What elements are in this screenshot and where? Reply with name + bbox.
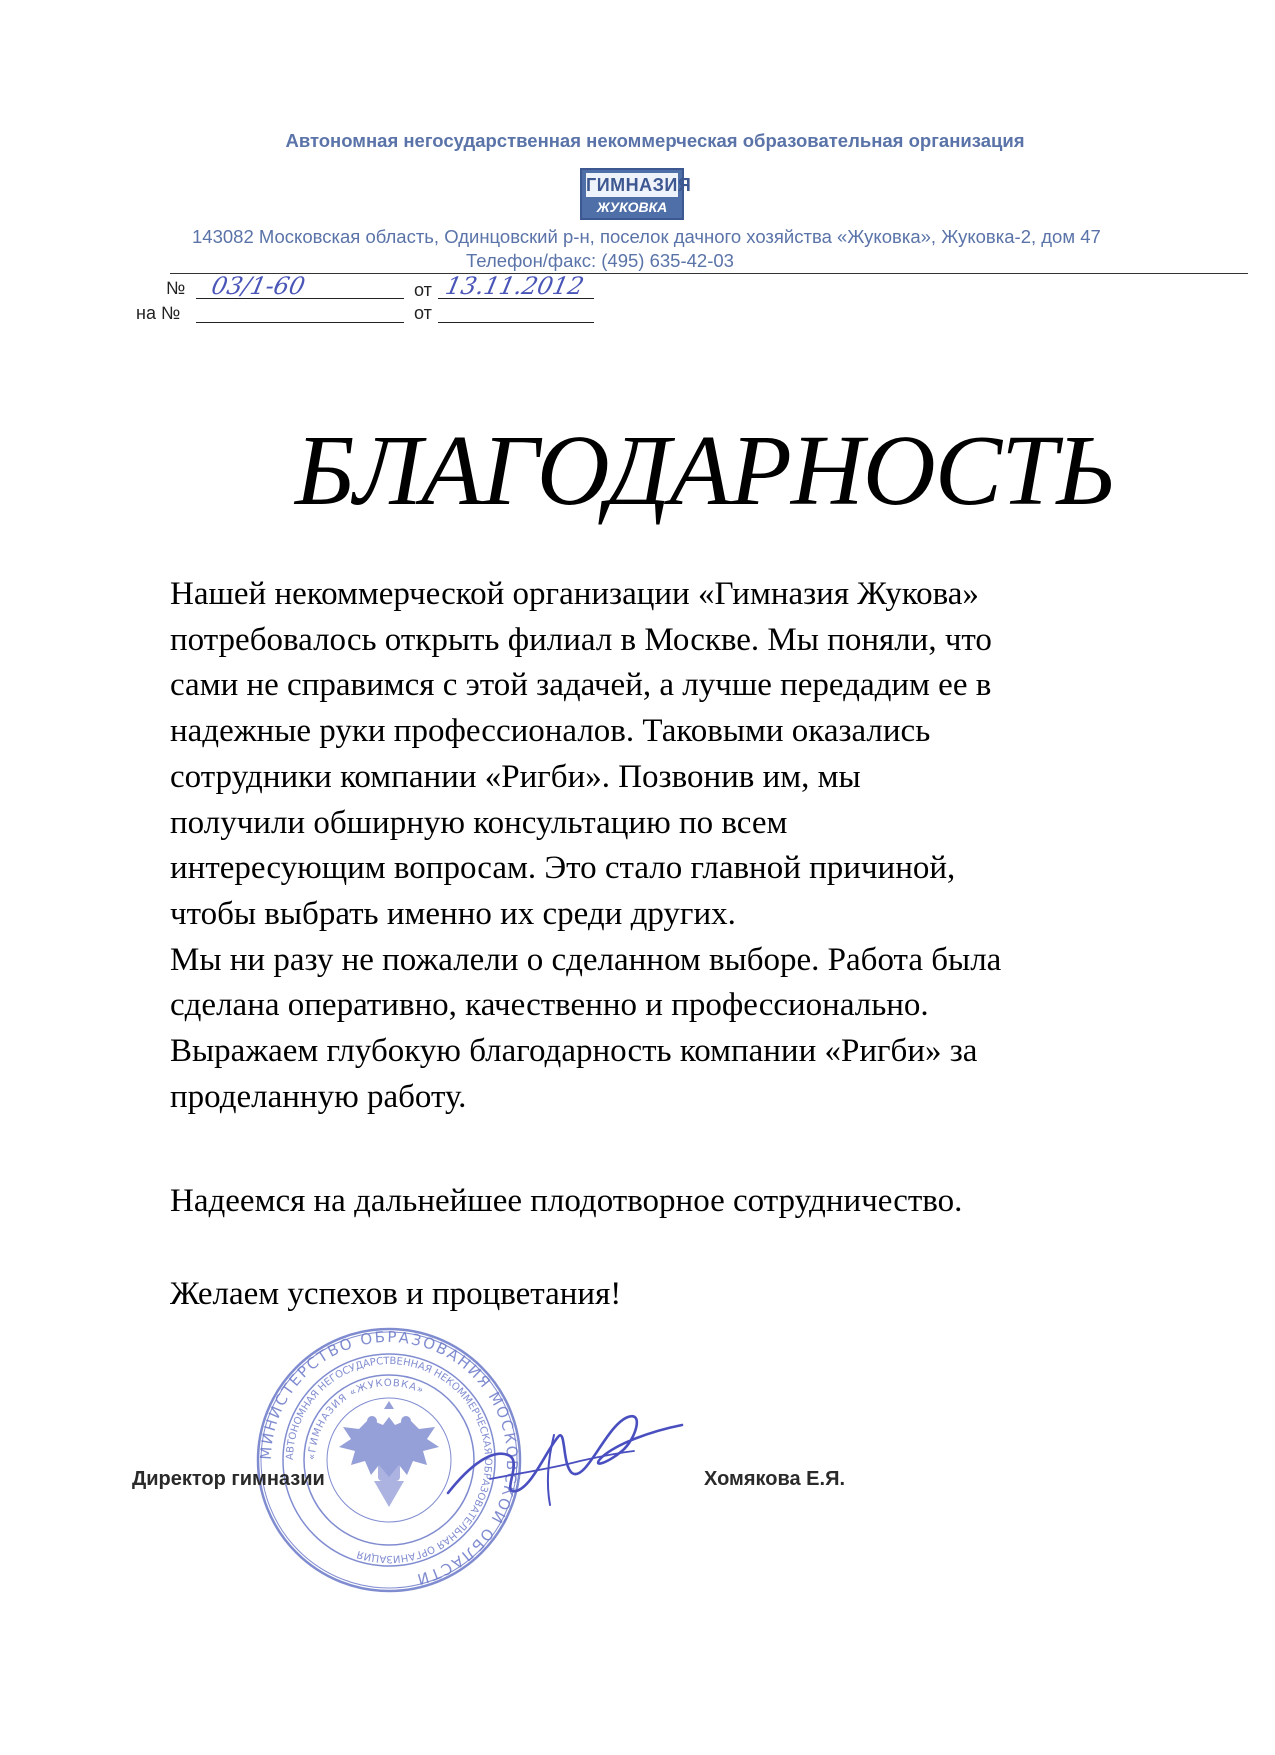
body-line: сотрудники компании «Ригби». Позвонив им, мы (170, 758, 861, 795)
organization-phone: Телефон/факс: (495) 635-42-03 (466, 250, 734, 271)
double-headed-eagle-icon (339, 1401, 439, 1507)
letter-body (170, 572, 1170, 1120)
outgoing-date-handwritten: 13.11.2012 (443, 272, 587, 300)
body-line: потребовалось открыть филиал в Москве. Мы поняли, что (170, 621, 992, 658)
reply-number-label: на № (136, 303, 181, 323)
stamp-inner-text: «ГИМНАЗИЯ «ЖУКОВКА» (306, 1377, 426, 1461)
body-line: получили обширную консультацию по всем (170, 804, 788, 841)
logo-line-zhukovka: ЖУКОВКА (596, 199, 668, 215)
stamp-outer-text: МИНИСТЕРСТВО ОБРАЗОВАНИЯ МОСКОВСКОЙ ОБЛАСТИ (256, 1327, 522, 1589)
outgoing-number-handwritten: 03/1-60 (209, 272, 308, 300)
reply-date-label: от (414, 303, 432, 323)
body-line: Нашей некоммерческой организации «Гимназия Жукова» (170, 576, 979, 612)
body-line: сами не справимся с этой задачей, а лучше передадим ее в (170, 667, 992, 704)
body-line: Мы ни разу не пожалели о сделанном выборе. Работа была (170, 941, 1002, 978)
reply-number-blank (196, 300, 404, 323)
handwritten-signature (430, 1395, 700, 1515)
outgoing-number-label: № (166, 278, 186, 298)
signatory-position: Директор гимназии (132, 1468, 325, 1490)
organization-name: Автономная негосударственная некоммерческая образовательная организация (285, 130, 1025, 151)
letterhead-divider (170, 273, 1248, 274)
closing-cooperation: Надеемся на дальнейшее плодотворное сотрудничество. (170, 1183, 963, 1219)
body-line: интересующим вопросам. Это стало главной причиной, (170, 850, 956, 887)
body-line: проделанную работу. (170, 1078, 467, 1115)
outgoing-date-label: от (414, 280, 432, 300)
body-line: надежные руки профессионалов. Таковыми оказались (170, 713, 931, 750)
stamp-middle-text: АВТОНОМНАЯ НЕГОСУДАРСТВЕННАЯ НЕКОММЕРЧЕСКАЯ ОБРАЗОВАТЕЛЬНАЯ ОРГАНИЗАЦИЯ (284, 1355, 494, 1565)
organization-address: 143082 Московская область, Одинцовский р-н, поселок дачного хозяйства «Жуковка», Жуковка-2, дом 47 (192, 226, 1101, 247)
reply-date-blank (438, 300, 594, 323)
logo-line-gymnasium: ГИМНАЗИЯ (586, 175, 692, 195)
body-line: Выражаем глубокую благодарность компании «Ригби» за (170, 1033, 978, 1070)
body-line: сделана оперативно, качественно и профессионально. (170, 987, 929, 1024)
signatory-name: Хомякова Е.Я. (704, 1468, 845, 1490)
closing-wishes: Желаем успехов и процветания! (170, 1276, 622, 1312)
gymnasium-logo (580, 168, 692, 220)
letter-title: БЛАГОДАРНОСТЬ (295, 414, 1115, 526)
body-line: чтобы выбрать именно их среди других. (170, 895, 736, 932)
